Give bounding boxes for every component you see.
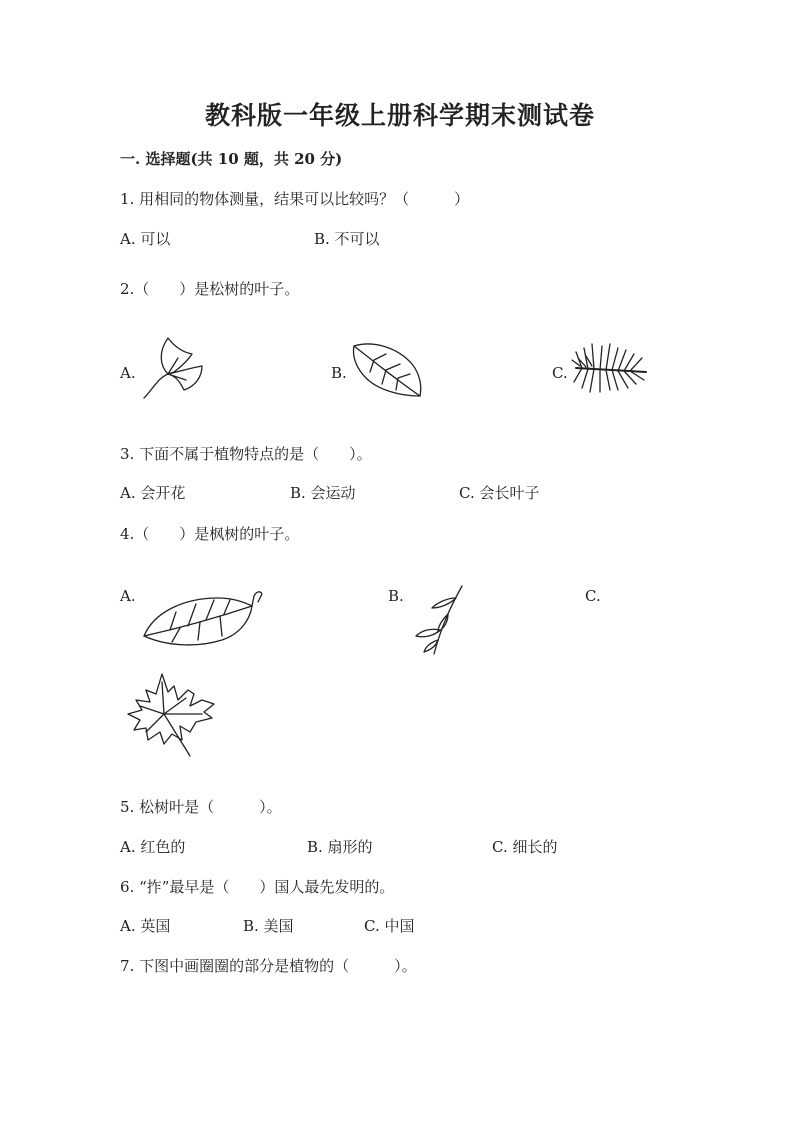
question-6-option-b: B. 美国 xyxy=(243,917,294,935)
question-4-option-b: B. xyxy=(388,587,404,605)
question-6-option-c: C. 中国 xyxy=(364,917,415,935)
question-2-option-a: A. xyxy=(120,364,136,382)
ginkgo-leaf-icon xyxy=(138,332,213,402)
question-1-option-b: B. 不可以 xyxy=(314,230,380,248)
question-1-stem: 1. 用相同的物体测量，结果可以比较吗？（ ） xyxy=(120,190,470,208)
willow-twig-icon xyxy=(408,584,470,656)
question-1-option-a: A. 可以 xyxy=(120,230,171,248)
section-heading: 一. 选择题(共 10 题，共 20 分) xyxy=(120,150,343,168)
question-7-stem: 7. 下图中画圈圈的部分是植物的（ ）。 xyxy=(120,957,417,975)
question-5-stem: 5. 松树叶是（ ）。 xyxy=(120,798,282,816)
question-6-option-a: A. 英国 xyxy=(120,917,171,935)
page-title: 教科版一年级上册科学期末测试卷 xyxy=(204,101,595,130)
question-2-option-b: B. xyxy=(331,364,347,382)
maple-leaf-icon xyxy=(124,670,218,760)
question-5-option-a: A. 红色的 xyxy=(120,838,186,856)
question-3-option-c: C. 会长叶子 xyxy=(459,484,540,502)
oval-leaf-icon xyxy=(348,338,428,402)
question-6-stem: 6. “拃”最早是（ ）国人最先发明的。 xyxy=(120,878,395,896)
question-2-stem: 2.（ ）是松树的叶子。 xyxy=(120,280,300,298)
question-3-stem: 3. 下面不属于植物特点的是（ ）。 xyxy=(120,445,372,463)
question-3-option-a: A. 会开花 xyxy=(120,484,186,502)
question-3-option-b: B. 会运动 xyxy=(290,484,356,502)
question-2-option-c: C. xyxy=(552,364,568,382)
question-5-option-b: B. 扇形的 xyxy=(307,838,373,856)
pine-needles-icon xyxy=(572,338,650,396)
question-4-option-c: C. xyxy=(585,587,601,605)
question-5-option-c: C. 细长的 xyxy=(492,838,558,856)
question-4-option-a: A. xyxy=(120,587,136,605)
oval-leaf-icon xyxy=(140,586,266,648)
question-4-stem: 4.（ ）是枫树的叶子。 xyxy=(120,525,300,543)
